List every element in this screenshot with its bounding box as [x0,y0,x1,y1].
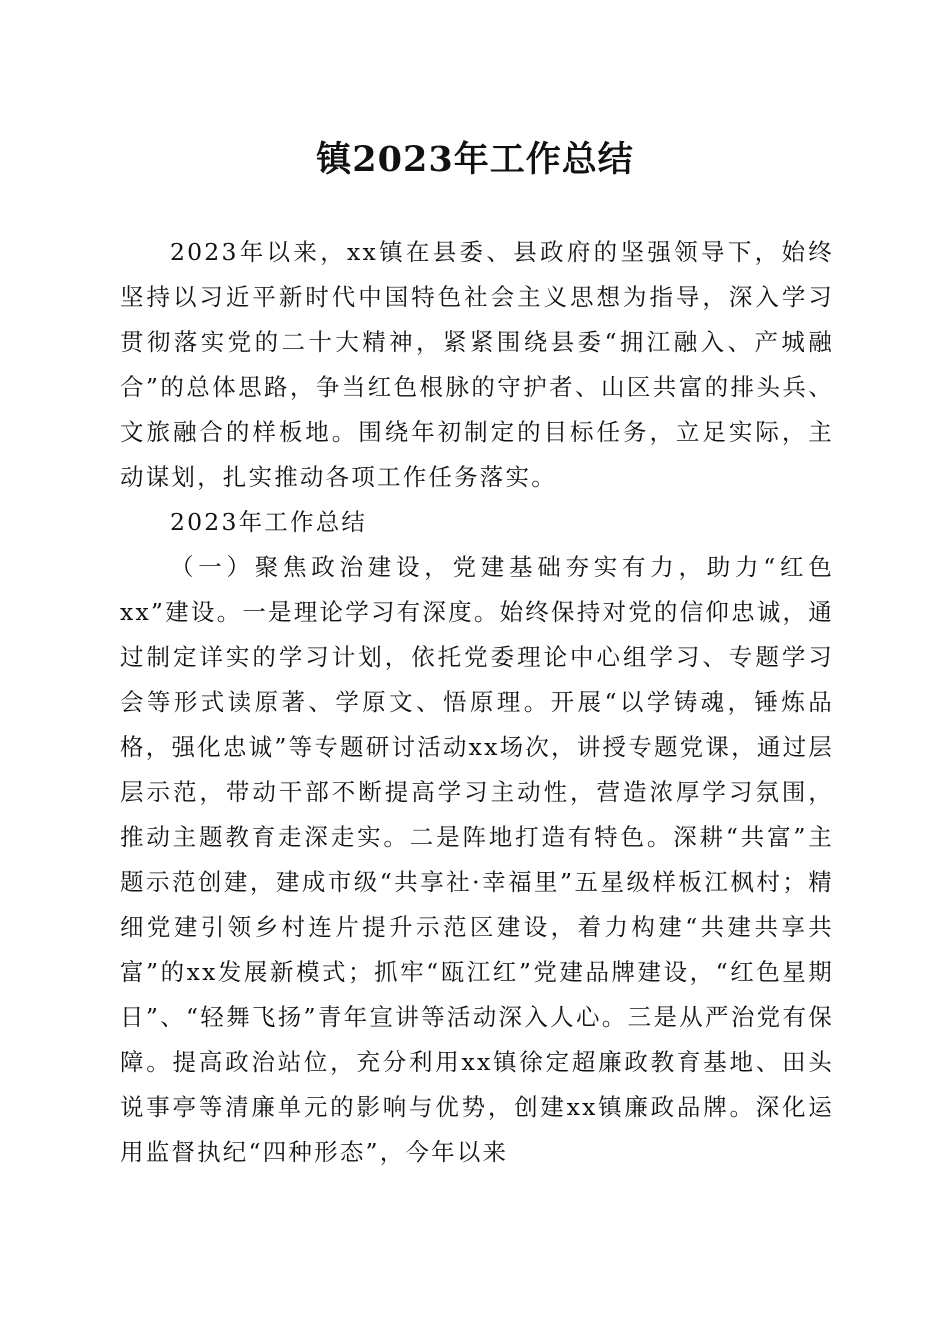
section-heading: 2023年工作总结 [170,508,368,536]
document-body [120,230,834,1175]
section-1-body: 一是理论学习有深度。始终保持对党的信仰忠诚，通过制定详实的学习计划，依托党委理论中心组学习、专题学习会等形式读原著、学原文、悟原理。开展“以学铸魂，锤炼品格，强化忠诚”等专题研讨活动xx场次，讲授专题党课，通过层层示范，带动干部不断提高学习主动性，营造浓厚学习氛围，推动主题教育走深走实。二是阵地打造有特色。深耕“共富”主题示范创建，建成市级“共享社·幸福里”五星级样板江枫村；精细党建引领乡村连片提升示范区建设，着力构建“共建共享共富”的xx发展新模式；抓牢“瓯江红”党建品牌建设，“红色星期日”、“轻舞飞扬”青年宣讲等活动深入人心。三是从严治党有保障。提高政治站位，充分利用xx镇徐定超廉政教育基地、田头说事亭等清廉单元的影响与优势，创建xx镇廉政品牌。深化运用监督执纪“四种形态”，今年以来 [120,598,834,1166]
section-1-paragraph [120,545,834,1175]
intro-paragraph: 2023年以来，xx镇在县委、县政府的坚强领导下，始终坚持以习近平新时代中国特色社会主义思想为指导，深入学习贯彻落实党的二十大精神，紧紧围绕县委“拥江融入、产城融合”的总体思路，争当红色根脉的守护者、山区共富的排头兵、文旅融合的样板地。围绕年初制定的目标任务，立足实际，主动谋划，扎实推动各项工作任务落实。 [120,238,834,491]
section-1-lead: （一）聚焦政治建设，党建基础夯实有力，助力“红色xx”建设。 [120,553,834,626]
document-title: 镇2023年工作总结 [316,139,634,180]
